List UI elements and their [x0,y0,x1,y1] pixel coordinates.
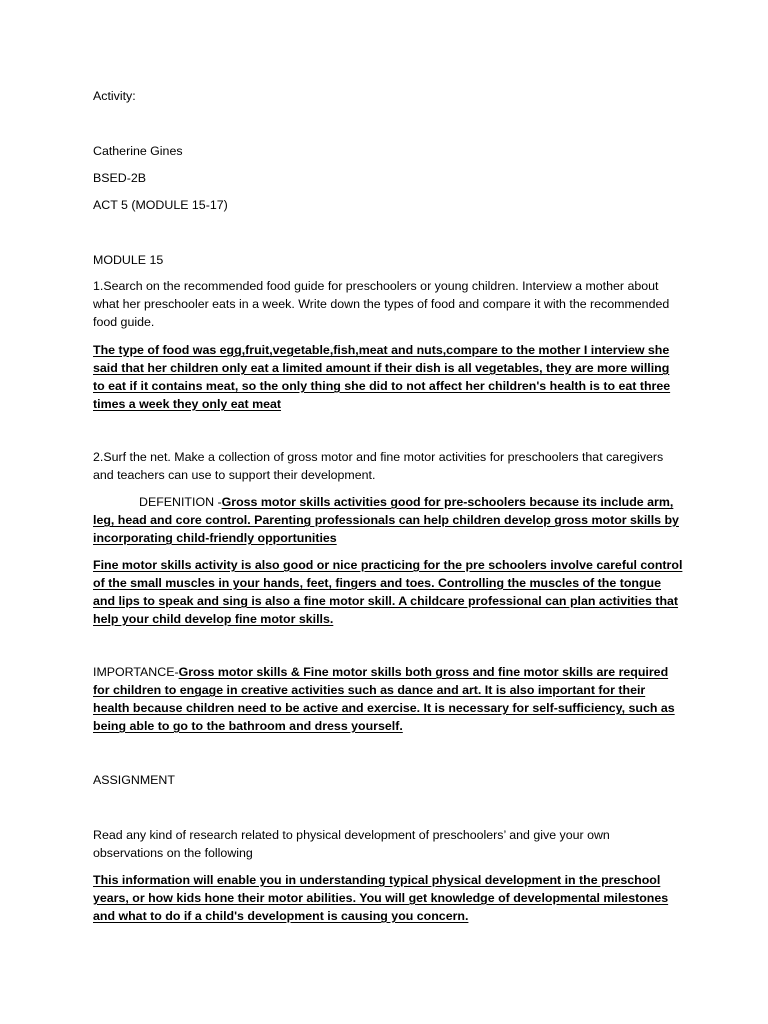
assignment-heading: ASSIGNMENT [93,773,175,787]
importance-text: Gross motor skills & Fine motor skills both gross and fine motor skills are required for children to engage in creative activities such as dance and art. It is also important for their health because children need to be active and exercise. It is necessary for self-sufficiency, such as being able to go to the bathroom and dress yourself. [93,665,675,733]
definition-label: DEFENITION - [139,495,222,509]
definition-paragraph [93,493,683,547]
activity-heading: Activity: [93,89,136,103]
module-heading: MODULE 15 [93,253,164,267]
definition-text: Gross motor skills activities good for pre-schoolers because its include arm, leg, head and core control. Parenting professionals can help children develop gross motor skills by incorporating child-friendly opportunities [93,495,679,545]
section-label: BSED-2B [93,171,147,185]
assignment-prompt: Read any kind of research related to physical development of preschoolers’ and give your own observations on the following [93,828,610,860]
assignment-answer: This information will enable you in understanding typical physical development in the preschool years, or how kids hone their motor abilities. You will get knowledge of developmental milestones and what to do if a child's development is causing you concern. [93,873,669,923]
answer-1: The type of food was egg,fruit,vegetable,fish,meat and nuts,compare to the mother I interview she said that her children only eat a limited amount if their dish is all vegetables, they are more willing to eat if it contains meat, so the only thing she did to not affect her children's health is to eat three times a week they only eat meat [93,343,671,411]
student-name: Catherine Gines [93,144,183,158]
importance-label: IMPORTANCE- [93,665,179,679]
activity-title: ACT 5 (MODULE 15-17) [93,198,228,212]
question-2: 2.Surf the net. Make a collection of gross motor and fine motor activities for preschoolers that caregivers and teachers can use to support their development. [93,450,664,482]
question-1: 1.Search on the recommended food guide for preschoolers or young children. Interview a mother about what her preschooler eats in a week. Write down the types of food and compare it with the recommended food guide. [93,279,670,329]
importance-paragraph [93,663,683,735]
fine-motor-paragraph: Fine motor skills activity is also good or nice practicing for the pre schoolers involve careful control of the small muscles in your hands, feet, fingers and toes. Controlling the muscles of the tongue and lips to speak and sing is also a fine motor skill. A childcare professional can plan activities that help your child develop fine motor skills. [93,558,683,626]
